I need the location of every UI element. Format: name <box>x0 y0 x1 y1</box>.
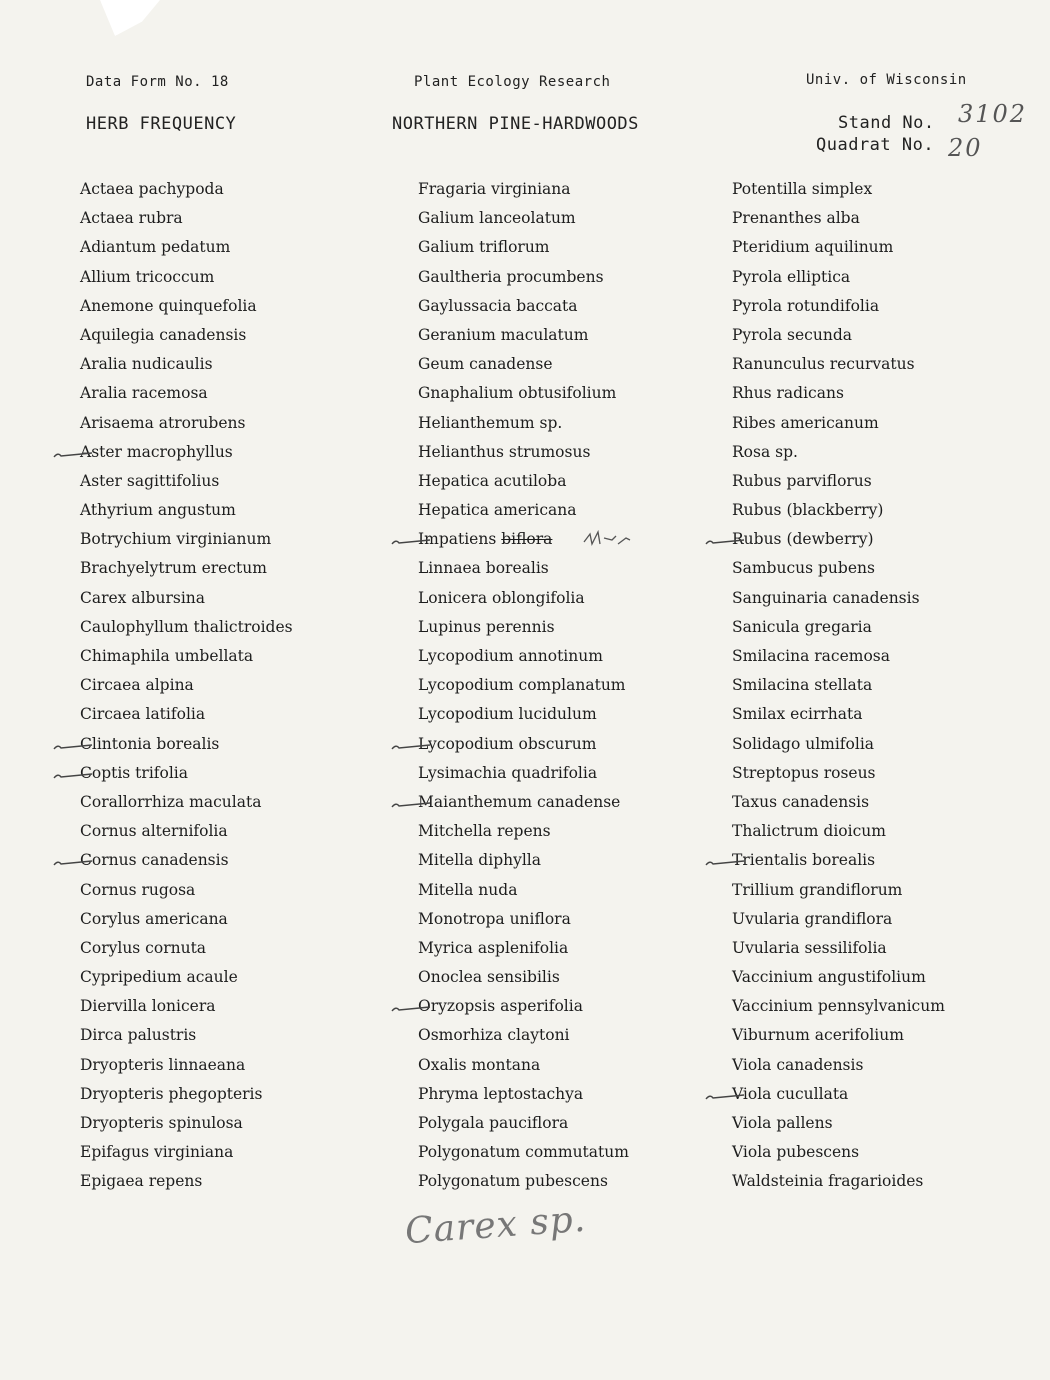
species-name: Vaccinium pennsylvanicum <box>732 997 945 1016</box>
species-name: Mitella diphylla <box>418 851 542 870</box>
species-item <box>732 236 945 265</box>
species-name: Clintonia borealis <box>80 734 220 753</box>
species-item <box>80 382 293 411</box>
species-item <box>80 1083 293 1112</box>
species-item <box>80 1141 293 1170</box>
species-item <box>732 1024 945 1053</box>
species-name: Allium tricoccum <box>80 267 215 286</box>
species-item <box>80 324 293 353</box>
species-item <box>418 1054 629 1083</box>
species-column-2 <box>418 178 629 1200</box>
species-item <box>80 645 293 674</box>
species-name: Actaea pachypoda <box>80 180 224 198</box>
stand-number-handwritten: 3102 <box>958 100 1028 128</box>
species-name: Aster sagittifolius <box>80 471 220 490</box>
quadrat-label: Quadrat No. <box>816 135 935 155</box>
species-item <box>80 966 293 995</box>
species-name: Trillium grandiflorum <box>732 880 903 899</box>
species-name: Vaccinium angustifolium <box>732 968 926 987</box>
species-item <box>732 820 945 849</box>
species-item <box>418 178 629 207</box>
species-name: Epigaea repens <box>80 1172 203 1191</box>
species-item <box>80 353 293 382</box>
species-name: Myrica asplenifolia <box>418 938 569 957</box>
species-item <box>418 645 629 674</box>
species-item <box>732 995 945 1024</box>
species-item <box>80 733 293 762</box>
species-name: Aralia nudicaulis <box>80 355 213 374</box>
species-name: Dryopteris phegopteris <box>80 1084 263 1103</box>
species-item <box>80 1170 293 1199</box>
species-name: Onoclea sensibilis <box>418 968 560 987</box>
species-item <box>80 412 293 441</box>
species-item <box>732 1083 945 1112</box>
species-item <box>732 616 945 645</box>
species-name: Oxalis montana <box>418 1055 541 1074</box>
species-item <box>418 412 629 441</box>
species-name: Arisaema atrorubens <box>80 413 246 432</box>
species-name: Aster macrophyllus <box>80 442 233 461</box>
species-item <box>418 295 629 324</box>
species-item <box>80 762 293 791</box>
species-name: Prenanthes alba <box>732 209 860 228</box>
torn-corner <box>100 0 160 36</box>
species-item <box>418 733 629 762</box>
species-name: Cornus rugosa <box>80 880 196 899</box>
species-item <box>418 966 629 995</box>
species-item <box>418 879 629 908</box>
species-name: Pteridium aquilinum <box>732 238 894 257</box>
species-item <box>732 1170 945 1199</box>
species-name: Corallorrhiza maculata <box>80 792 262 811</box>
species-item <box>418 236 629 265</box>
species-name: Polygonatum pubescens <box>418 1172 608 1191</box>
species-item <box>80 295 293 324</box>
species-item <box>418 470 629 499</box>
species-item <box>80 908 293 937</box>
species-item <box>418 557 629 586</box>
species-name: Viola canadensis <box>732 1055 864 1074</box>
species-name: Linnaea borealis <box>418 559 549 578</box>
species-name: Viola pallens <box>732 1114 833 1132</box>
species-item <box>418 353 629 382</box>
species-item <box>418 207 629 236</box>
species-item <box>80 703 293 732</box>
species-item <box>732 879 945 908</box>
species-item <box>732 908 945 937</box>
species-item <box>418 1112 629 1141</box>
species-item <box>80 236 293 265</box>
species-name: Lonicera oblongifolia <box>418 588 585 607</box>
species-name: Mitchella repens <box>418 822 551 841</box>
species-item <box>418 1141 629 1170</box>
institution-name: Univ. of Wisconsin <box>806 72 967 88</box>
species-name: Diervilla lonicera <box>80 997 216 1016</box>
scribble-mark <box>582 528 632 550</box>
species-name: Smilax ecirrhata <box>732 705 863 724</box>
species-name: Rubus (dewberry) <box>732 530 874 549</box>
stand-label: Stand No. <box>838 113 935 133</box>
species-item <box>732 733 945 762</box>
species-name: Circaea latifolia <box>80 705 206 724</box>
species-item <box>732 645 945 674</box>
species-item <box>418 849 629 878</box>
species-name: Streptopus roseus <box>732 763 876 782</box>
species-item <box>418 1170 629 1199</box>
species-name: Corylus cornuta <box>80 938 207 957</box>
species-item <box>418 908 629 937</box>
species-name: Geum canadense <box>418 355 553 374</box>
species-item <box>732 470 945 499</box>
species-item <box>80 587 293 616</box>
species-name: Lycopodium obscurum <box>418 734 597 753</box>
species-name: Pyrola secunda <box>732 325 852 344</box>
species-name: Actaea rubra <box>80 209 183 228</box>
species-name: Impatiens <box>418 530 497 549</box>
species-item <box>418 820 629 849</box>
handwritten-note: Carex sp. <box>403 1198 588 1253</box>
species-name: Brachyelytrum erectum <box>80 559 267 578</box>
species-item <box>732 762 945 791</box>
species-item <box>80 178 293 207</box>
struck-word: biflora <box>501 530 553 549</box>
species-item <box>732 1112 945 1141</box>
species-name: Solidago ulmifolia <box>732 734 875 753</box>
species-name: Carex albursina <box>80 588 205 607</box>
species-item <box>732 587 945 616</box>
species-name: Smilacina racemosa <box>732 647 890 665</box>
species-name: Adiantum pedatum <box>80 238 231 257</box>
species-name: Aquilegia canadensis <box>80 325 247 344</box>
species-item <box>732 324 945 353</box>
species-item <box>732 499 945 528</box>
species-item <box>732 557 945 586</box>
species-name: Smilacina stellata <box>732 676 873 695</box>
species-name: Cornus canadensis <box>80 851 229 870</box>
species-name: Lycopodium complanatum <box>418 676 626 695</box>
species-item <box>732 937 945 966</box>
species-name: Uvularia grandiflora <box>732 909 893 928</box>
species-name: Chimaphila umbellata <box>80 647 254 665</box>
species-item <box>732 178 945 207</box>
species-name: Dryopteris linnaeana <box>80 1055 246 1074</box>
species-name: Caulophyllum thalictroides <box>80 617 293 636</box>
species-item <box>80 995 293 1024</box>
species-name: Fragaria virginiana <box>418 180 571 198</box>
species-name: Gnaphalium obtusifolium <box>418 384 617 403</box>
species-name: Gaylussacia baccata <box>418 296 578 315</box>
species-item <box>732 791 945 820</box>
species-item <box>418 616 629 645</box>
species-item <box>80 1024 293 1053</box>
species-item <box>418 674 629 703</box>
species-item <box>732 295 945 324</box>
species-item <box>418 762 629 791</box>
species-item <box>80 1054 293 1083</box>
species-name: Monotropa uniflora <box>418 909 571 928</box>
species-name: Polygala pauciflora <box>418 1114 569 1132</box>
species-item <box>80 557 293 586</box>
species-item <box>418 1083 629 1112</box>
species-item <box>418 266 629 295</box>
species-name: Corylus americana <box>80 909 228 928</box>
species-item <box>418 587 629 616</box>
species-name: Rubus (blackberry) <box>732 501 884 520</box>
species-name: Cypripedium acaule <box>80 968 238 987</box>
species-name: Lupinus perennis <box>418 617 555 636</box>
species-name: Epifagus virginiana <box>80 1143 234 1162</box>
species-item <box>418 324 629 353</box>
species-item <box>732 1054 945 1083</box>
species-name: Rubus parviflorus <box>732 471 872 490</box>
species-name: Sanguinaria canadensis <box>732 588 920 607</box>
species-item <box>732 1141 945 1170</box>
species-item <box>732 382 945 411</box>
species-name: Polygonatum commutatum <box>418 1143 629 1162</box>
species-name: Trientalis borealis <box>732 851 876 870</box>
species-item <box>80 266 293 295</box>
species-name: Pyrola elliptica <box>732 267 851 286</box>
species-item <box>80 528 293 557</box>
project-name: Plant Ecology Research <box>414 74 611 90</box>
species-item <box>80 616 293 645</box>
species-name: Dirca palustris <box>80 1026 197 1045</box>
form-title: HERB FREQUENCY <box>86 114 237 134</box>
species-item <box>80 791 293 820</box>
species-name: Helianthus strumosus <box>418 442 591 461</box>
species-item <box>80 470 293 499</box>
species-item <box>732 207 945 236</box>
species-item <box>732 966 945 995</box>
species-name: Galium triflorum <box>418 238 550 257</box>
species-name: Viburnum acerifolium <box>732 1026 904 1045</box>
species-name: Maianthemum canadense <box>418 792 621 811</box>
species-name: Athyrium angustum <box>80 501 236 520</box>
species-name: Rosa sp. <box>732 442 798 461</box>
species-item <box>732 266 945 295</box>
species-item <box>418 791 629 820</box>
species-name: Anemone quinquefolia <box>80 296 257 315</box>
species-item <box>732 528 945 557</box>
species-item <box>418 703 629 732</box>
species-name: Osmorhiza claytoni <box>418 1026 570 1045</box>
species-item <box>732 412 945 441</box>
species-name: Gaultheria procumbens <box>418 267 604 286</box>
species-name: Ribes americanum <box>732 413 879 432</box>
species-name: Circaea alpina <box>80 676 194 695</box>
species-item <box>80 849 293 878</box>
species-item <box>732 441 945 470</box>
species-name: Helianthemum sp. <box>418 413 563 432</box>
species-item <box>418 441 629 470</box>
species-name: Waldsteinia fragarioides <box>732 1172 924 1191</box>
species-item <box>418 382 629 411</box>
species-name: Pyrola rotundifolia <box>732 296 880 315</box>
species-name: Thalictrum dioicum <box>732 822 886 841</box>
species-name: Mitella nuda <box>418 880 518 899</box>
form-number: Data Form No. 18 <box>86 74 229 90</box>
species-item <box>418 937 629 966</box>
species-name: Uvularia sessilifolia <box>732 938 887 957</box>
species-name: Hepatica acutiloba <box>418 471 567 490</box>
species-name: Ranunculus recurvatus <box>732 355 915 374</box>
species-name: Hepatica americana <box>418 501 577 520</box>
species-item <box>732 849 945 878</box>
species-item <box>80 674 293 703</box>
species-name: Galium lanceolatum <box>418 209 576 228</box>
species-name: Viola pubescens <box>732 1143 860 1162</box>
species-name: Cornus alternifolia <box>80 822 228 841</box>
species-name: Aralia racemosa <box>80 384 208 403</box>
species-name: Dryopteris spinulosa <box>80 1114 243 1132</box>
species-name: Oryzopsis asperifolia <box>418 997 583 1016</box>
species-item <box>80 207 293 236</box>
species-name: Rhus radicans <box>732 384 844 403</box>
species-column-3 <box>732 178 945 1200</box>
species-item <box>732 703 945 732</box>
species-item <box>418 995 629 1024</box>
species-name: Potentilla simplex <box>732 180 873 198</box>
species-item <box>732 674 945 703</box>
species-name: Lycopodium lucidulum <box>418 705 597 724</box>
species-item <box>418 499 629 528</box>
species-item <box>80 441 293 470</box>
species-name: Taxus canadensis <box>732 792 870 811</box>
species-name: Geranium maculatum <box>418 325 589 344</box>
species-name: Phryma leptostachya <box>418 1084 584 1103</box>
species-name: Coptis trifolia <box>80 763 189 782</box>
quadrat-number-handwritten: 20 <box>948 134 983 162</box>
species-item <box>80 820 293 849</box>
species-name: Botrychium virginianum <box>80 530 272 549</box>
species-item <box>80 499 293 528</box>
species-item <box>80 937 293 966</box>
community-title: NORTHERN PINE-HARDWOODS <box>392 114 639 134</box>
species-name: Sanicula gregaria <box>732 617 872 636</box>
species-item <box>80 879 293 908</box>
species-item <box>80 1112 293 1141</box>
species-name: Lycopodium annotinum <box>418 647 603 665</box>
species-column-1 <box>80 178 293 1200</box>
species-item <box>732 353 945 382</box>
species-name: Lysimachia quadrifolia <box>418 763 598 782</box>
species-item <box>418 1024 629 1053</box>
species-name: Sambucus pubens <box>732 559 875 578</box>
species-name: Viola cucullata <box>732 1084 849 1103</box>
